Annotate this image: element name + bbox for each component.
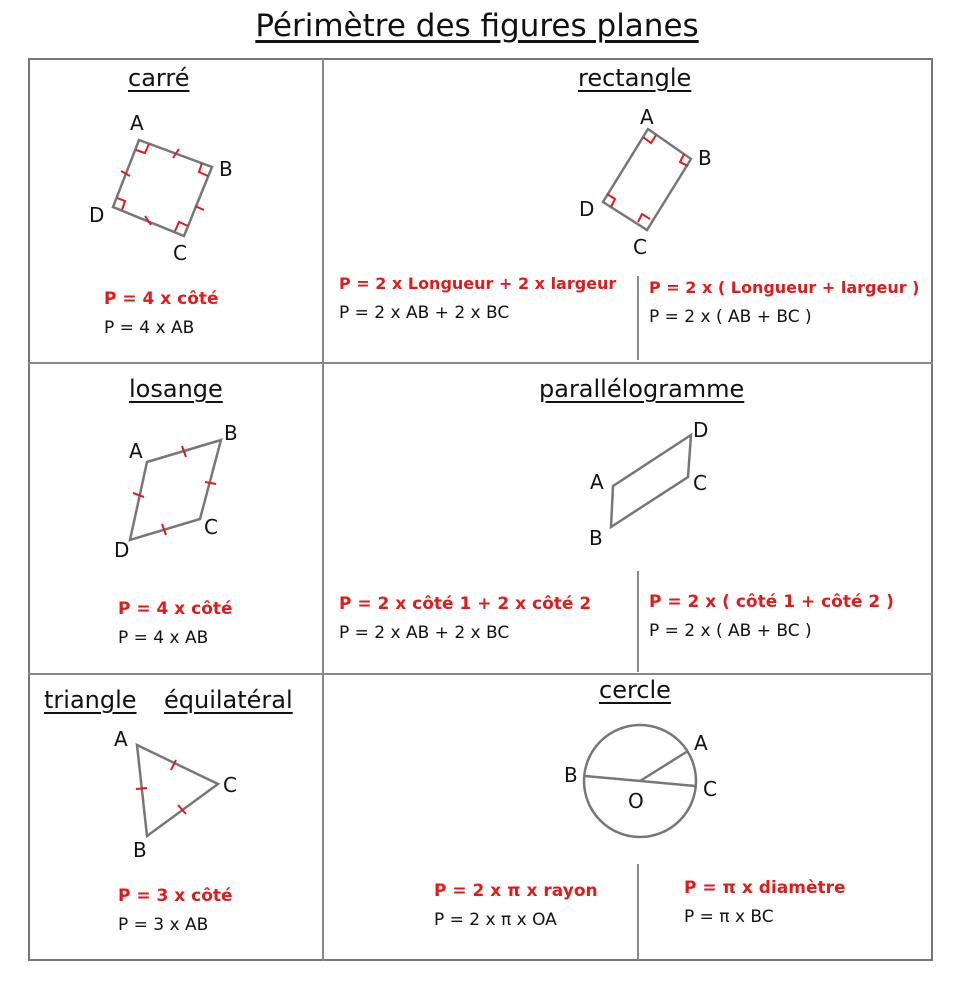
parallelogramme-point-c: C [693,471,707,495]
parallelogramme-example-left: P = 2 x AB + 2 x BC [339,623,510,643]
triangle-label: triangle [44,686,137,714]
losange-figure [114,421,238,562]
carre-example: P = 4 x AB [104,318,195,338]
cercle-point-c: C [703,777,717,801]
carre-shape [113,140,212,236]
triangle-point-a: A [114,727,128,751]
rectangle-shape [603,129,691,230]
triangle-point-b: B [133,838,147,862]
cercle-point-b: B [564,763,578,787]
carre-point-c: C [173,241,187,265]
parallelogramme-label: parallélogramme [539,375,745,403]
cercle-point-a: A [694,731,708,755]
carre-point-d: D [89,203,105,227]
cercle-example-left: P = 2 x π x OA [434,910,557,930]
rectangle-formula-right: P = 2 x ( Longueur + largeur ) [649,278,920,297]
carre-marks [117,144,208,231]
parallelogramme-point-d: D [693,418,709,442]
carre-point-b: B [219,157,233,181]
triangle-formula: P = 3 x côté [118,886,233,906]
losange-example: P = 4 x AB [118,628,209,648]
parallelogramme-point-a: A [590,470,604,494]
cercle-figure [564,725,717,837]
parallelogramme-point-b: B [589,526,603,550]
losange-formula: P = 4 x côté [118,599,233,619]
parallelogramme-example-right: P = 2 x ( AB + BC ) [649,621,812,641]
parallelogramme-figure [589,418,708,550]
page-title: Périmètre des figures planes [255,8,699,44]
rectangle-point-c: C [633,235,647,259]
triangle-example: P = 3 x AB [118,915,209,935]
rectangle-point-d: D [579,197,595,221]
rectangle-label: rectangle [578,64,692,92]
triangle-figure [114,727,237,862]
carre-figure [89,111,233,265]
cercle-point-o: O [628,789,644,813]
losange-point-c: C [204,515,218,539]
parallelogramme-shape [611,435,691,527]
triangle-shape [137,745,218,836]
carre-point-a: A [130,111,144,135]
carre-formula: P = 4 x côté [104,289,219,309]
rectangle-example-right: P = 2 x ( AB + BC ) [649,307,812,327]
rectangle-example-left: P = 2 x AB + 2 x BC [339,303,510,323]
rectangle-formula-left: P = 2 x Longueur + 2 x largeur [339,274,617,293]
cercle-formula-left: P = 2 x π x rayon [434,881,598,901]
losange-point-d: D [114,538,130,562]
cercle-radius [640,751,688,781]
parallelogramme-formula-left: P = 2 x côté 1 + 2 x côté 2 [339,594,592,614]
triangle-point-c: C [223,773,237,797]
parallelogramme-formula-right: P = 2 x ( côté 1 + côté 2 ) [649,592,894,612]
carre-label: carré [128,64,190,92]
losange-label: losange [129,375,223,403]
cercle-label: cercle [599,676,671,704]
cercle-example-right: P = π x BC [684,907,774,927]
equilateral-label: équilatéral [164,686,293,714]
losange-point-a: A [129,439,143,463]
rectangle-figure [579,105,712,259]
cercle-formula-right: P = π x diamètre [684,878,846,898]
losange-point-b: B [224,421,238,445]
rectangle-point-b: B [698,146,712,170]
rectangle-point-a: A [640,105,654,129]
